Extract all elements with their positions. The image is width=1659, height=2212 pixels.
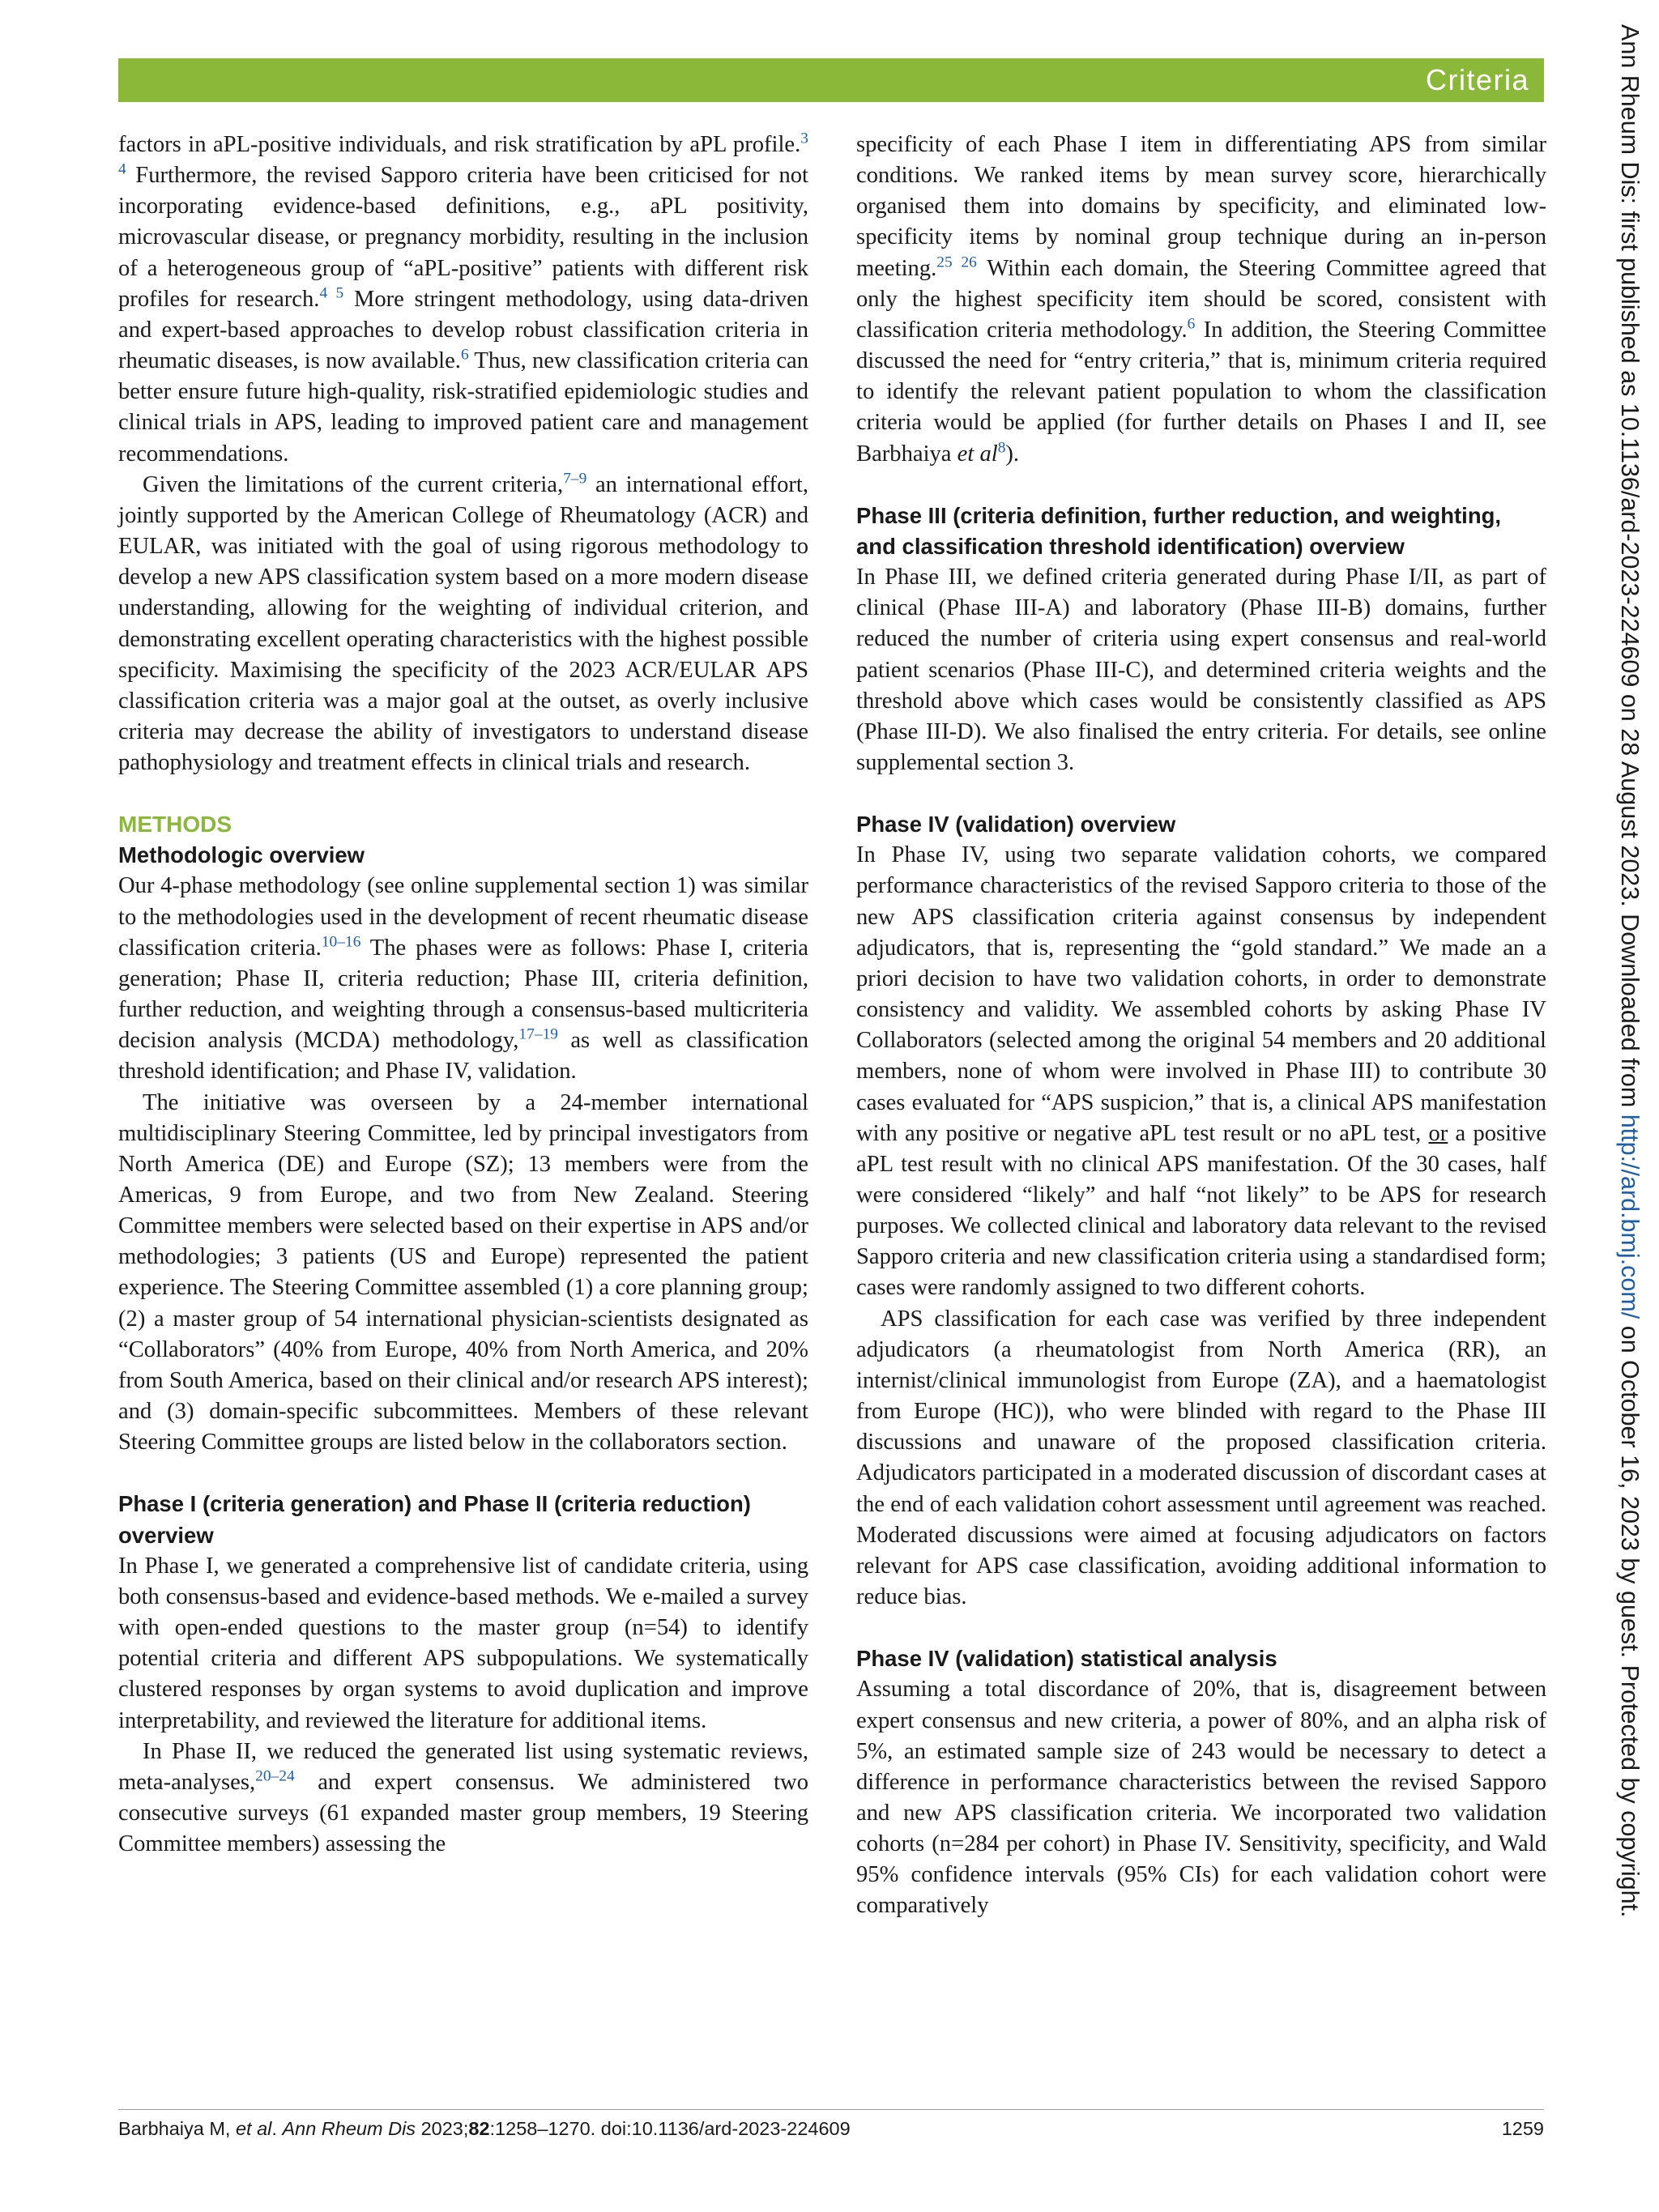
reference-link[interactable]: 20–24 (255, 1767, 295, 1785)
journal-site-link[interactable]: http://ard.bmj.com/ (1616, 1114, 1644, 1319)
paragraph: factors in aPL-positive individuals, and risk stratification by aPL profile.$^{3 4}$ Furthermore, the revised Sapporo criteria have been criticised for not incorporating evidence-based definitions, e.g., aPL positivity, microvascular disease, or pregnancy morbidity, resulting in the inclusion of a heterogeneous group of “aPL-positive” patients with different risk profiles for research.$^{4 5}$ More stringent methodology, using data-driven and expert-based approaches to develop robust classification criteria in rheumatic diseases, is now available.$^6$ Thus, new classification criteria can better ensure future high-quality, risk-stratified epidemiologic studies and clinical trials in APS, leading to improved patient care and management recommendations. (118, 130, 808, 467)
section-title: Criteria (1425, 63, 1529, 96)
reference-link[interactable]: 4 5 (319, 284, 344, 302)
paragraph: The initiative was overseen by a 24-member international multidisciplinary Steering Committee, led by principal investigators from North America (DE) and Europe (SZ); 13 members were from the Americas, 9 from Europe, and two from New Zealand. Steering Committee members were selected based on their expertise in APS and/or methodologies; 3 patients (US and Europe) represented the patient experience. The Steering Committee assembled (1) a core planning group; (2) a master group of 54 international physician-scientists designated as “Collaborators” (40% from Europe, 40% from North America, and 20% from South America, based on their clinical and/or research APS interest); and (3) domain-specific subcommittees. Members of these relevant Steering Committee groups are listed below in the collaborators section. (118, 1089, 808, 1455)
reference-link[interactable]: 10–16 (321, 933, 361, 951)
footer-divider (118, 2109, 1544, 2110)
paragraph: APS classification for each case was verified by three independent adjudicators (a rheumatologist from North America (RR), an internist/clinical immunologist from Europe (ZA), and a haematologist from Europe (HC)), who were blinded with regard to the Phase III discussions and unaware of the proposed classification criteria. Adjudicators participated in a moderated discussion of discordant cases at the end of each validation cohort assessment until agreement was reached. Moderated discussions were aimed at focusing adjudicators on factors relevant for APS case classification, avoiding additional information to reduce bias. (856, 1306, 1546, 1610)
phase-1-2-heading: Phase I (criteria generation) and Phase II (criteria reduction) overview (118, 1491, 751, 1548)
section-banner (118, 58, 1544, 102)
right-column (856, 130, 1546, 1922)
reference-link[interactable]: 17–19 (518, 1025, 558, 1043)
phase-4-heading: Phase IV (validation) overview (856, 812, 1176, 837)
methods-heading: METHODS (118, 812, 232, 837)
side-note-text: Ann Rheum Dis: first published as 10.1136/ard-2023-224609 on 28 August 2023. Downloaded from http://ard.bmj.com/ on October 16, 2023 by guest. Protected by copyright. (1616, 24, 1644, 1918)
reference-link[interactable]: 6 (1187, 315, 1196, 333)
phase-3-heading: Phase III (criteria definition, further reduction, and weighting, and classification threshold identification) overview (856, 502, 1502, 559)
paragraph: Given the limitations of the current criteria,$^{7-9}$ an international effort, jointly supported by the American College of Rheumatology (ACR) and EULAR, was initiated with the goal of using rigorous methodology to develop a new APS classification system based on a more modern disease understanding, allowing for the weighting of individual criterion, and demonstrating excellent operating characteristics with the highest possible specificity. Maximising the specificity of the 2023 ACR/EULAR APS classification criteria was a major goal at the outset, as overly inclusive criteria may decrease the ability of investigators to understand disease pathophysiology and treatment effects in clinical trials and research. (118, 470, 808, 776)
paragraph: Our 4-phase methodology (see online supplemental section 1) was similar to the methodologies used in the development of recent rheumatic disease classification criteria.$^{10-16}$ The phases were as follows: Phase I, criteria generation; Phase II, criteria reduction; Phase III, criteria definition, further reduction, and weighting through a consensus-based multicriteria decision analysis (MCDA) methodology,$^{17-19}$ as well as classification threshold identification; and Phase IV, validation. (118, 873, 808, 1085)
reference-link[interactable]: 8 (997, 439, 1006, 457)
phase-4-statistics-heading: Phase IV (validation) statistical analysis (856, 1646, 1277, 1672)
reference-link[interactable]: 6 (460, 346, 469, 364)
paragraph: In Phase I, we generated a comprehensive list of candidate criteria, using both consensus-based and evidence-based methods. We e-mailed a survey with open-ended questions to the master group (n=54) to identify potential criteria and different APS subpopulations. We systematically clustered responses by organ systems to avoid duplication and improve interpretability, and reviewed the literature for additional items. (118, 1553, 808, 1733)
methodologic-overview-heading: Methodologic overview (118, 842, 365, 868)
paragraph: specificity of each Phase I item in differentiating APS from similar conditions. We ranked items by mean survey score, hierarchically organised them into domains by specificity, and eliminated low-specificity items by nominal group technique during an in-person meeting.$^{25 26}$ Within each domain, the Steering Committee agreed that only the highest specificity item should be scored, consistent with classification criteria methodology.$^6$ In addition, the Steering Committee discussed the need for “entry criteria,” that is, minimum criteria required to identify the relevant patient population to whom the classification criteria would be applied (for further details on Phases I and II, see Barbhaiya et al$^8$). (856, 132, 1546, 467)
paragraph: In Phase III, we defined criteria generated during Phase I/II, as part of clinical (Phase III-A) and laboratory (Phase III-B) domains, further reduced the number of criteria using expert consensus and real-world patient scenarios (Phase III-C), and determined criteria weights and the threshold above which cases would be consistently classified as APS (Phase III-D). We also finalised the entry criteria. For details, see online supplemental section 3. (856, 565, 1546, 775)
reference-link[interactable]: 7–9 (563, 470, 587, 488)
paragraph: Assuming a total discordance of 20%, that is, disagreement between expert consensus and new criteria, a power of 80%, and an alpha risk of 5%, an estimated sample size of 243 would be necessary to detect a difference in performance characteristics between the revised Sapporo and new APS classification criteria. We incorporated two validation cohorts (n=284 per cohort) in Phase IV. Sensitivity, specificity, and Wald 95% confidence intervals (95% CIs) for each validation cohort were comparatively (856, 1677, 1546, 1919)
page-number: 1259 (1501, 2118, 1544, 2139)
left-column (118, 130, 808, 1860)
side-note (1614, 24, 1646, 1918)
paragraph: In Phase II, we reduced the generated list using systematic reviews, meta-analyses,$^{20-24}$ and expert consensus. We administered two consecutive surveys (61 expanded master group members, 19 Steering Committee members) assessing the (118, 1738, 808, 1857)
reference-link[interactable]: 3 4 (118, 130, 808, 178)
citation-footer: Barbhaiya M, et al. Ann Rheum Dis 2023;82:1258–1270. doi:10.1136/ard-2023-224609 (118, 2118, 851, 2139)
reference-link[interactable]: 25 26 (936, 254, 977, 271)
paragraph: In Phase IV, using two separate validation cohorts, we compared performance characteristics of the revised Sapporo criteria to those of the new APS classification criteria against consensus by independent adjudicators, that is, representing the “gold standard.” We made an a priori decision to have two validation cohorts, in order to demonstrate consistency and validity. We assembled cohorts by asking Phase IV Collaborators (selected among the original 54 members and 20 additional members, none of whom were involved in Phase III) to contribute 30 cases evaluated for “APS suspicion,” that is, a clinical APS manifestation with any positive or negative aPL test result or no aPL test, or a positive aPL test result with no clinical APS manifestation. Of the 30 cases, half were considered “likely” and half “not likely” to be APS for research purposes. We collected clinical and laboratory data relevant to the revised Sapporo criteria and new classification criteria using a standardised form; cases were randomly assigned to two different cohorts. (856, 842, 1547, 1301)
